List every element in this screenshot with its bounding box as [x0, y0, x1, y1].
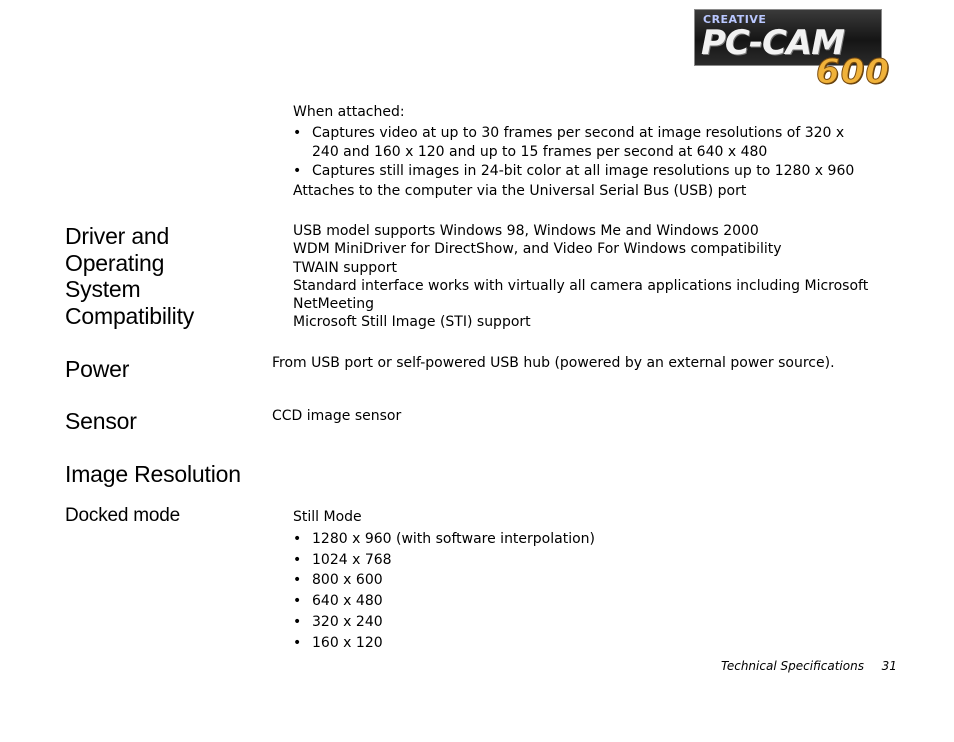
- driver-line-6: Microsoft Still Image (STI) support: [293, 314, 531, 331]
- sensor-heading: Sensor: [65, 408, 137, 434]
- docked-mode-heading: Docked mode: [65, 505, 181, 526]
- driver-heading-line-4: Compatibility: [65, 302, 195, 329]
- list-item: [293, 570, 595, 591]
- footer-page-number: 31: [881, 659, 897, 673]
- list-item: [293, 529, 595, 550]
- list-item: [293, 550, 595, 571]
- driver-heading-line-2: Operating: [65, 249, 165, 276]
- driver-line-3: TWAIN support: [293, 259, 398, 276]
- page-footer: [721, 659, 897, 673]
- resolution-item: 1280 x 960 (with software interpolation): [312, 531, 595, 547]
- driver-line-2: WDM MiniDriver for DirectShow, and Video For Windows compatibility: [293, 241, 782, 258]
- resolution-item: 800 x 600: [312, 572, 383, 589]
- resolution-item: 320 x 240: [312, 613, 383, 630]
- pc-cam-600-logo: [694, 9, 890, 95]
- power-text: From USB port or self-powered USB hub (powered by an external power source).: [272, 355, 835, 371]
- list-item: [293, 633, 595, 654]
- driver-details: [293, 222, 868, 332]
- image-resolution-heading: Image Resolution: [65, 461, 241, 487]
- driver-line-4: Standard interface works with virtually all camera applications including Microsoft: [293, 277, 869, 294]
- power-heading: Power: [65, 356, 130, 382]
- still-mode-label: Still Mode: [293, 509, 362, 525]
- resolution-item: 1024 x 768: [312, 551, 392, 568]
- driver-heading-line-1: Driver and: [65, 223, 170, 249]
- driver-line-1: USB model supports Windows 98, Windows Me and Windows 2000: [293, 223, 759, 239]
- list-item: [293, 612, 595, 633]
- footer-section-title: Technical Specifications: [721, 659, 864, 673]
- capture-intro: When attached:: [293, 104, 405, 120]
- driver-heading-line-3: System: [65, 276, 141, 302]
- logo-brand: CREATIVE: [703, 13, 767, 26]
- list-item: [293, 124, 844, 162]
- capture-bullet-1b: 240 and 160 x 120 and up to 15 frames per second at 640 x 480: [312, 144, 768, 160]
- list-item: [293, 591, 595, 612]
- logo-model-number: 600: [816, 52, 890, 92]
- list-item: [293, 162, 854, 181]
- capture-bullet-2: Captures still images in 24-bit color at all image resolutions up to 1280 x 960: [312, 163, 855, 179]
- driver-line-5: NetMeeting: [293, 296, 375, 313]
- resolution-item: 160 x 120: [312, 634, 383, 651]
- capture-bullet-list: [293, 124, 844, 162]
- logo-product-name: PC-CAM: [701, 23, 845, 63]
- capture-usb-line: Attaches to the computer via the Universal Serial Bus (USB) port: [293, 183, 747, 199]
- capture-bullet-list-2: [293, 162, 854, 181]
- resolution-item: 640 x 480: [312, 593, 383, 610]
- sensor-text: CCD image sensor: [272, 408, 402, 424]
- capture-bullet-1a: Captures video at up to 30 frames per second at image resolutions of 320 x: [312, 125, 845, 141]
- docked-resolution-list: [293, 529, 595, 653]
- driver-heading: [65, 223, 194, 329]
